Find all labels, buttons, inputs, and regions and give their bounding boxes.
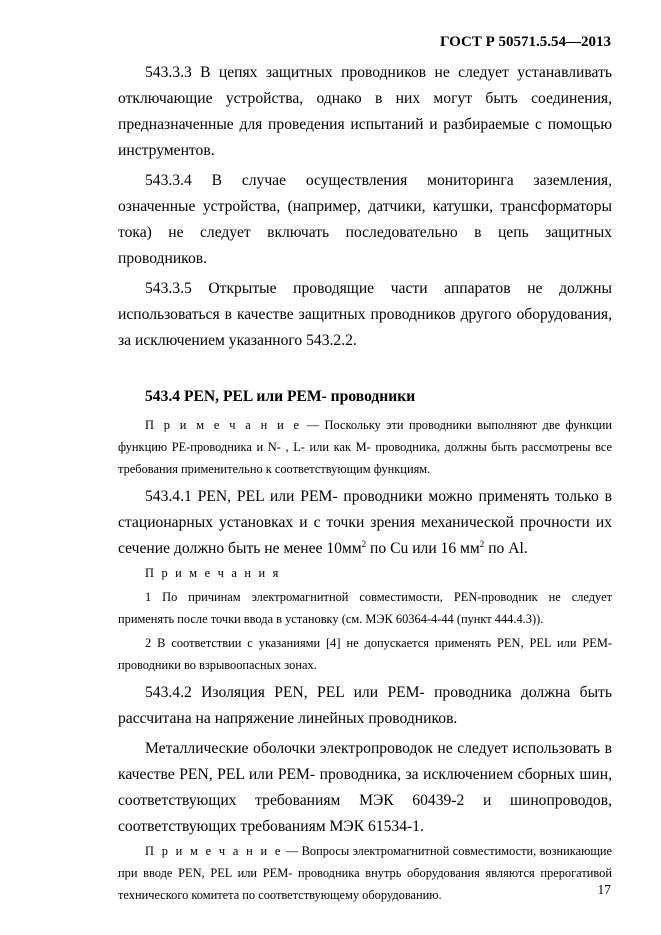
- note-1-text: Поскольку эти проводники выполняют две функции функцию PE-проводника и N- , L- или как M- проводника, должны быть рассмотрены все требования применительно к соответствующим функциям.: [118, 418, 612, 476]
- superscript-1: 2: [361, 538, 367, 549]
- superscript-2: 2: [479, 538, 485, 549]
- paragraph-543-3-3: 543.3.3 В цепях защитных проводников не следует устанавливать отключающие устройства, однако в них могут быть соединения, предназначенные для проведения испытаний и разбираемые с помощью инструментов.: [118, 64, 612, 159]
- paragraph-543-3-5: 543.3.5 Открытые проводящие части аппаратов не должны использоваться в качестве защитных проводников другого оборудования, за исключением указанного 543.2.2.: [118, 280, 612, 349]
- note-1-dash: —: [301, 418, 325, 432]
- page-number: 17: [597, 882, 611, 897]
- p-543-4-1-b: по Cu или 16 мм: [366, 540, 480, 557]
- note-2-label: П р и м е ч а н и е: [145, 844, 283, 858]
- note-1-label: П р и м е ч а н и е: [145, 418, 302, 432]
- note-2-text: Вопросы электромагнитной совместимости, возникающие при вводе PEN, PEL или PEM- проводника внутрь оборудования являются прерогативой технического комитета по соответствующему оборудованию.: [118, 844, 612, 902]
- paragraph-543-3-4: 543.3.4 В случае осуществления мониторинга заземления, означенные устройства, (например, датчики, катушки, трансформаторы тока) не следует включать последовательно в цепь защитных проводников.: [118, 172, 612, 267]
- document-header: ГОСТ Р 50571.5.54—2013: [439, 34, 611, 50]
- note-2: [118, 840, 612, 906]
- notes-label: [118, 562, 612, 584]
- document-body: [118, 60, 612, 906]
- note-2-dash: —: [282, 844, 302, 858]
- paragraph-543-4-2: 543.4.2 Изоляция PEN, PEL или PEM- проводника должна быть рассчитана на напряжение линейных проводников.: [118, 684, 612, 727]
- paragraph-543-4-1: [118, 484, 612, 562]
- notes-label-text: П р и м е ч а н и я: [145, 566, 281, 580]
- note-item-1: 1 По причинам электромагнитной совместимости, PEN-проводник не следует применять после точки ввода в установку (см. МЭК 60364-4-44 (пункт 444.4.3)).: [118, 590, 612, 626]
- p-543-4-1-a: 543.4.1 PEN, PEL или PEM- проводники можно применять только в стационарных установках и с точки зрения механической прочности их сечение должно быть не менее 10мм: [118, 488, 612, 557]
- p-543-4-1-c: по Al.: [484, 540, 528, 557]
- note-item-2: 2 В соответствии с указаниями [4] не допускается применять PEN, PEL или PEM-проводники во взрывоопасных зонах.: [118, 636, 612, 672]
- note-1: [118, 414, 612, 480]
- section-heading-543-4: 543.4 PEN, PEL или PEM- проводники: [145, 388, 416, 405]
- paragraph-metal-sheaths: Металлические оболочки электропроводок не следует использовать в качестве PEN, PEL или PEM- проводника, за исключением сборных шин, соответствующих требованиям МЭК 60439-2 и шинопроводов, соответствующих требованиям МЭК 61534-1.: [118, 740, 612, 835]
